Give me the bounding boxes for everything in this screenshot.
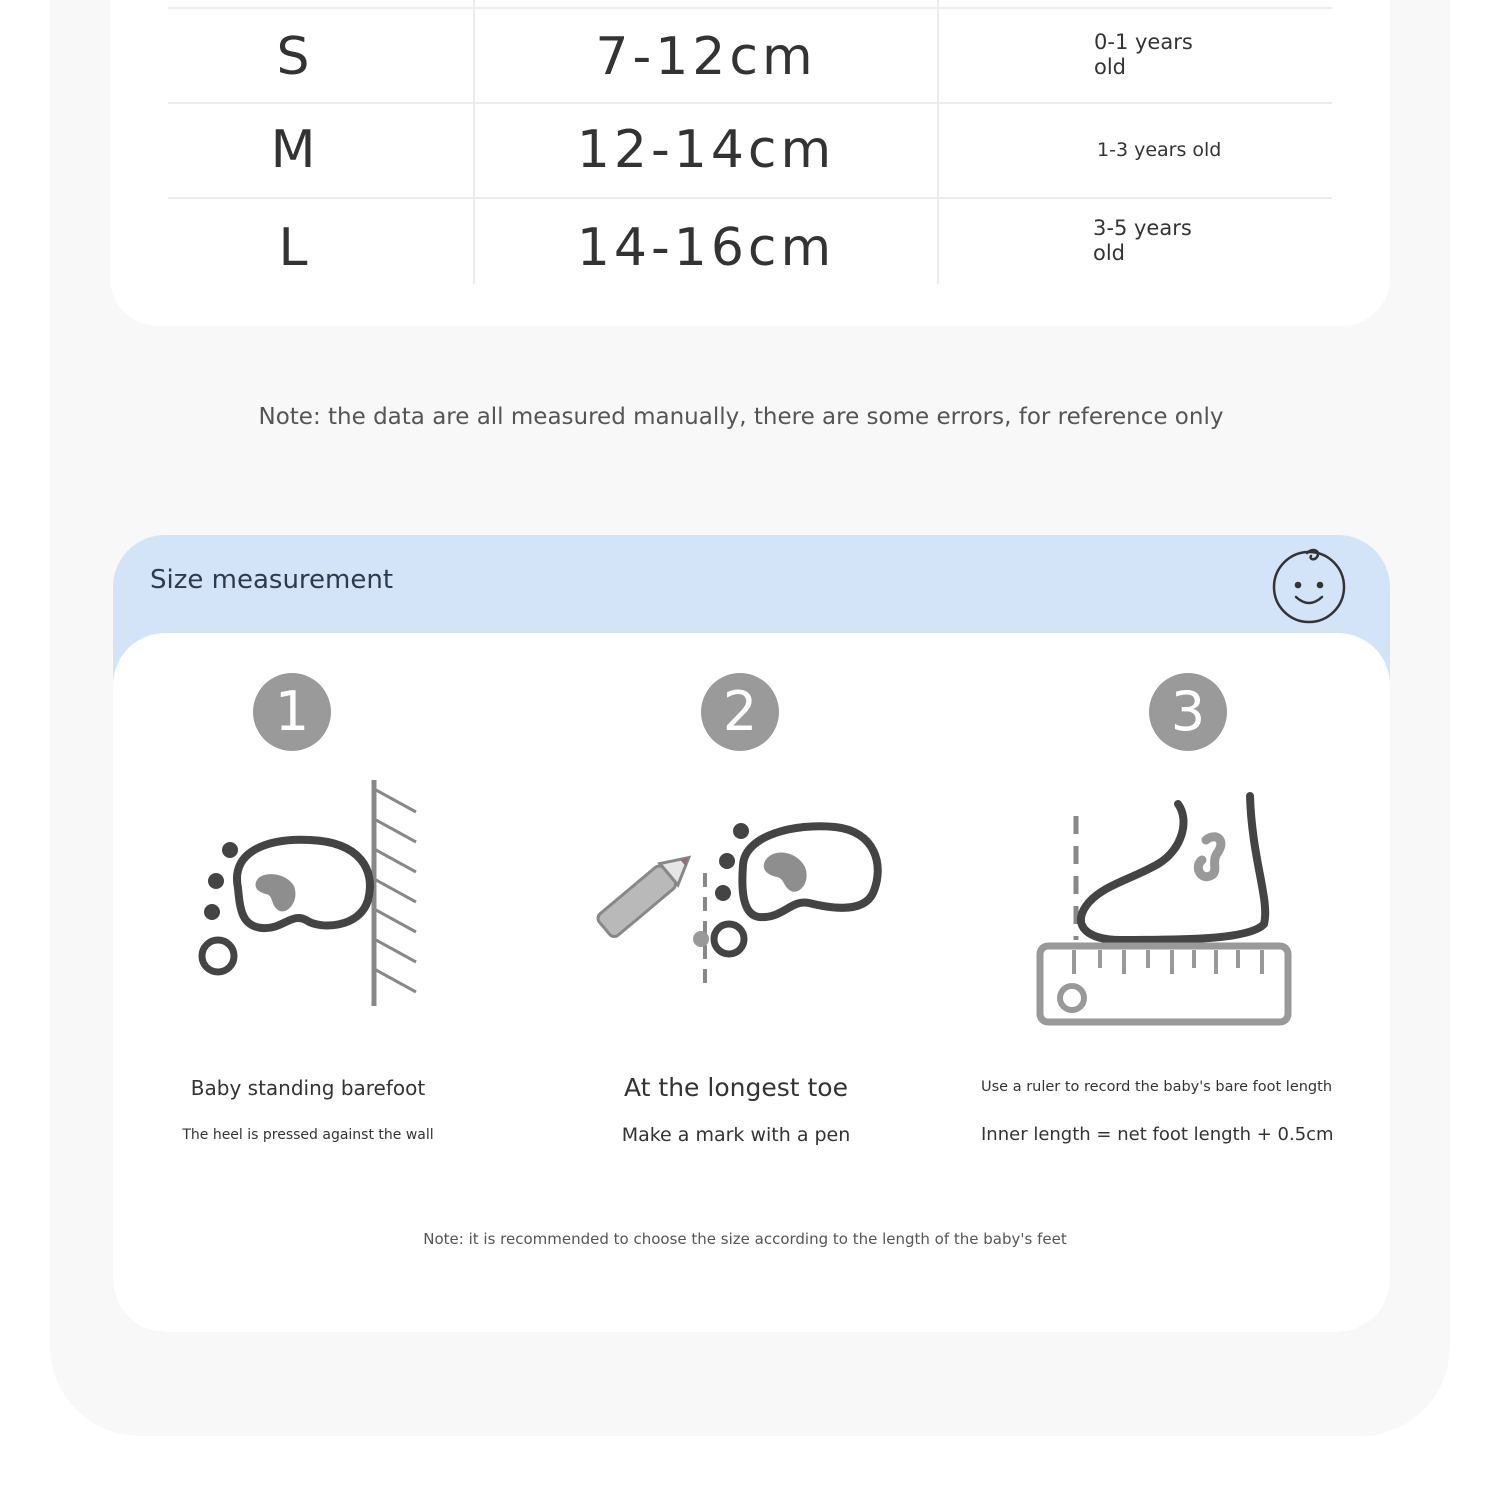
step-number-badge: 2: [701, 673, 779, 751]
age-line: 0-1 years: [1094, 30, 1193, 54]
step-caption: Baby standing barefoot: [190, 1076, 426, 1100]
foot-length: 12-14cm: [576, 120, 836, 180]
age-range: [1094, 30, 1234, 86]
table-divider: [168, 197, 1332, 199]
foot-against-wall-icon: [190, 770, 430, 1020]
table-divider: [168, 7, 1332, 9]
size-recommendation-note: Note: it is recommended to choose the size according to the length of the baby's feet: [423, 1230, 1067, 1248]
step-caption-detail: Inner length = net foot length + 0.5cm: [981, 1124, 1334, 1145]
step-caption: At the longest toe: [624, 1073, 848, 1102]
age-line: old: [1094, 55, 1127, 79]
pen-mark-toe-icon: [595, 815, 890, 1000]
size-label: S: [276, 27, 310, 87]
baby-face-icon: [1269, 545, 1349, 625]
step-caption-detail: The heel is pressed against the wall: [182, 1127, 434, 1143]
age-range: [1093, 216, 1233, 272]
step-number-badge: 1: [253, 673, 331, 751]
foot-length: 7-12cm: [595, 27, 817, 87]
size-label: L: [278, 218, 308, 278]
step-caption-detail: Make a mark with a pen: [621, 1124, 851, 1146]
foot-length: 14-16cm: [576, 218, 836, 278]
size-label: M: [270, 120, 316, 180]
foot-on-ruler-icon: [1030, 780, 1300, 1035]
age-range: [1097, 104, 1297, 196]
age-line: 1-3 years old: [1097, 138, 1222, 161]
step-number-badge: 3: [1149, 673, 1227, 751]
age-line: old: [1093, 241, 1126, 265]
section-title: Size measurement: [150, 565, 394, 595]
measurement-disclaimer: Note: the data are all measured manually, there are some errors, for reference only: [258, 404, 1224, 430]
age-line: 3-5 years: [1093, 216, 1192, 240]
step-caption: Use a ruler to record the baby's bare foot length: [981, 1079, 1333, 1095]
